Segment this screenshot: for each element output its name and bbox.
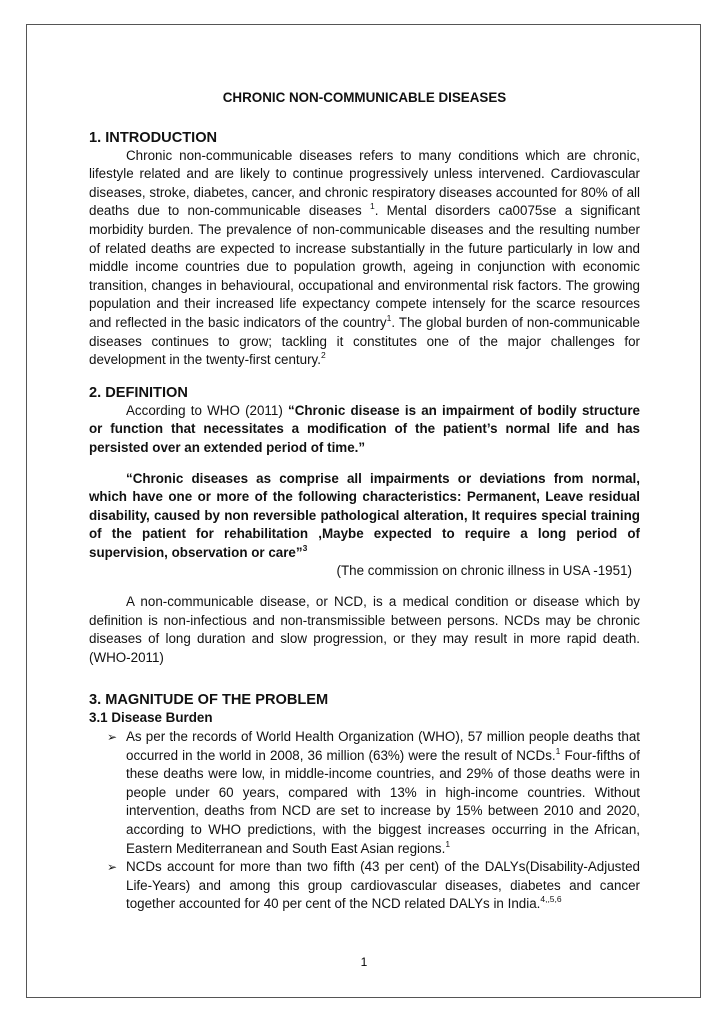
section-heading-introduction: 1. INTRODUCTION: [89, 129, 218, 146]
subsection-heading-disease-burden: 3.1 Disease Burden: [89, 710, 213, 726]
section-heading-definition: 2. DEFINITION: [89, 384, 188, 401]
commission-ref: 3: [302, 542, 308, 553]
ncd-definition-paragraph: A non-communicable disease, or NCD, is a medical condition or disease which by definition is non-infectious and non-transmissible between persons. NCDs may be chronic diseases of long duration and slow progression, or they may result in more rapid death. (WHO-2011): [89, 594, 640, 665]
list-item: [107, 728, 640, 858]
section-heading-magnitude: 3. MAGNITUDE OF THE PROBLEM: [89, 692, 329, 709]
intro-ref-1: 1: [369, 201, 375, 212]
bullet-1-text-a: As per the records of World Health Organization (WHO), 57 million people deaths that occurred in the world in 2008, 36 million (63%) were the result of NCDs.: [126, 729, 640, 763]
document-title: CHRONIC NON-COMMUNICABLE DISEASES: [222, 90, 507, 105]
introduction-paragraph: [89, 147, 640, 370]
bullet-1-ref-b: 1: [445, 838, 451, 849]
spacer: [89, 458, 640, 470]
arrow-bullet-icon: ➢: [107, 860, 118, 875]
bullet-2-ref: 4,,5,6: [540, 894, 562, 905]
intro-ref-3: 2: [320, 350, 326, 361]
intro-text-1: Chronic non-communicable diseases refers to many conditions which are chronic, lifestyle related and are likely to continue progressively unless intervened. Cardiovascular diseases, stroke, diabetes, cancer, and chronic respiratory diseases accounted for 80% of all deaths due to non-communicable diseases: [89, 147, 640, 219]
disease-burden-list: [89, 728, 640, 914]
who-definition-paragraph: [89, 402, 640, 458]
who-quote: “Chronic disease is an impairment of bodily structure or function that necessitates a modification of the patient’s normal life and has persisted over an extended period of time.”: [89, 402, 640, 455]
quote-attribution: (The commission on chronic illness in USA -1951): [336, 563, 632, 579]
who-lead-text: According to WHO (2011): [126, 402, 288, 418]
intro-ref-2: 1: [386, 312, 392, 323]
bullet-1-ref-a: 1: [555, 745, 561, 756]
page-number: 1: [360, 955, 368, 969]
commission-quote-paragraph: [89, 470, 640, 563]
list-item: [107, 858, 640, 914]
intro-text-3: . The global burden of non-communicable diseases continues to grow; tackling it constitutes one of the major challenges for development in the twenty-first century.: [89, 314, 641, 368]
arrow-bullet-icon: ➢: [107, 730, 118, 745]
bullet-1-text-b: Four-fifths of these deaths were low, in middle-income countries, and 29% of those deaths were in people under 60 years, compared with 13% in high-income countries. Without intervention, deaths from NCD are set to increase by 15% between 2010 and 2020, according to WHO predictions, with the biggest increases occurring in the African, Eastern Mediterranean and South East Asian regions.: [126, 747, 640, 856]
document-body: [89, 89, 640, 914]
intro-text-2: . Mental disorders ca0075se a significant morbidity burden. The prevalence of non-communicable diseases and the resulting number of related deaths are expected to increase substantially in the future particularly in low and middle income countries due to population growth, ageing in conjunction with economic transition, changes in behavioural, occupational and environmental risk factors. The growing population and their increased life expectancy compete intensely for the scarce resources and reflected in the basic indicators of the country: [89, 203, 640, 330]
bullet-2-text: NCDs account for more than two fifth (43 per cent) of the DALYs(Disability-Adjusted Life-Years) and among this group cardiovascular diseases, diabetes and cancer together accounted for 40 per cent of the NCD related DALYs in India.: [126, 859, 640, 912]
commission-quote: “Chronic diseases as comprise all impairments or deviations from normal, which have one or more of the following characteristics: Permanent, Leave residual disability, caused by non reversible pathological alteration, It requires special training of the patient for rehabilitation ,Maybe expected to require a long period of supervision, observation or care”: [89, 470, 640, 560]
spacer: [89, 581, 640, 593]
